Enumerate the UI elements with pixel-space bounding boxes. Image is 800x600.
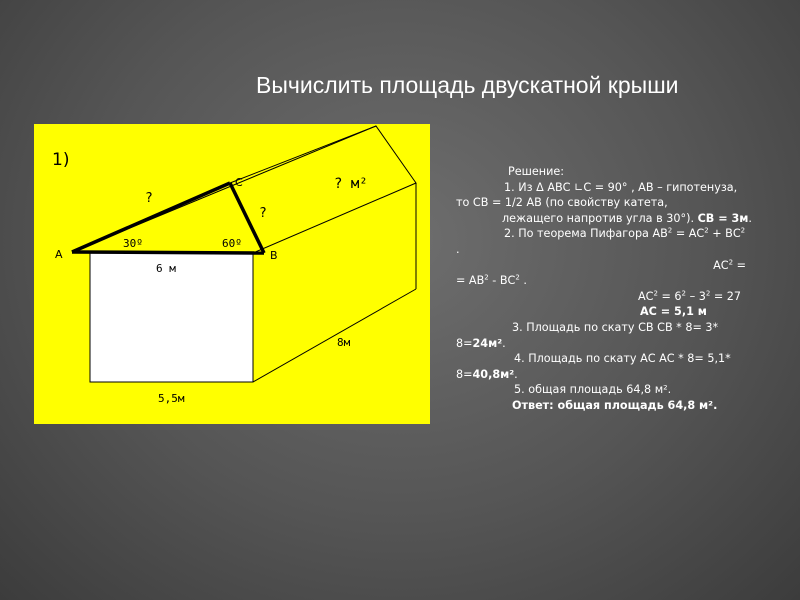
solution-step-2: 2. По теорема Пифагора $АВ^2 = АС^2 + ВС^2$ . bbox=[456, 226, 746, 256]
step-1-result: СВ = 3м bbox=[697, 211, 749, 225]
solution-step-4: 4. Площадь по скату АС АС * 8= 5,1* 8=40,8м². bbox=[456, 352, 731, 381]
solution-step-1 bbox=[456, 180, 752, 211]
step-2b-part-b: = АВ bbox=[456, 274, 485, 288]
unknown-ac-label: ? bbox=[145, 191, 153, 206]
solution-heading: Решение: bbox=[508, 165, 564, 178]
vertex-c-label: C bbox=[235, 176, 243, 189]
solution-step-2b-cont: = $АВ^2 - ВС^2$ . bbox=[456, 273, 527, 288]
step-2c-part-a: АС bbox=[638, 289, 654, 303]
vertex-a-label: A bbox=[55, 248, 63, 261]
step-1-cont-text: лежащего напротив угла в 30°). bbox=[502, 211, 694, 225]
answer-text: Ответ: общая площадь 64,8 м². bbox=[512, 398, 718, 412]
solution-step-2d bbox=[456, 304, 752, 320]
step-2c-part-c: – 3 bbox=[686, 289, 706, 303]
ridge-line bbox=[230, 126, 376, 183]
roof-diagram bbox=[34, 124, 430, 424]
bottom-depth-line bbox=[253, 289, 416, 382]
step-2b-part-a: АС bbox=[713, 258, 729, 272]
angle-a-label: 30º bbox=[123, 237, 143, 250]
step-4-result: 40,8м² bbox=[472, 367, 515, 381]
step-4-text: 4. Площадь по скату АС АС * 8= 5,1* 8= bbox=[456, 352, 731, 381]
solution-step-2c: $АС^2 = 6^2 - 3^2 = 27$ bbox=[638, 289, 742, 303]
dimension-top-label: 6 м bbox=[156, 262, 176, 275]
solution-step-5: 5. общая площадь 64,8 м². bbox=[514, 383, 672, 397]
step-2b-part-c: - ВС bbox=[488, 274, 516, 288]
solution-step-3: 3. Площадь по скату СВ СВ * 8= 3* 8=24м². bbox=[456, 320, 719, 350]
solution-text bbox=[456, 164, 752, 414]
slide-title: Вычислить площадь двускатной крыши bbox=[256, 72, 679, 98]
step-1-text: 1. Из Δ АВС ∟С = 90° , АВ – гипотенуза, то СВ = 1/2 АВ (по свойству катета, bbox=[456, 180, 738, 210]
unknown-area-label: ? м² bbox=[334, 176, 368, 192]
dimension-side-label: 8м bbox=[337, 336, 351, 349]
step-3-text: 3. Площадь по скату СВ СВ * 8= 3* 8= bbox=[456, 320, 719, 350]
solution-step-2b: $АС^2$ = bbox=[713, 257, 746, 272]
step-2-part-b: = АС bbox=[672, 227, 705, 241]
figure-number: 1) bbox=[52, 150, 70, 170]
step-2-part-a: 2. По теорема Пифагора АВ bbox=[504, 227, 668, 241]
step-2d-result: АС = 5,1 м bbox=[640, 305, 707, 319]
solution-step-1-cont: лежащего напротив угла в 30°). СВ = 3м. bbox=[502, 211, 752, 225]
unknown-cb-label: ? bbox=[259, 206, 267, 221]
vertex-b-label: B bbox=[270, 249, 278, 262]
solution-answer bbox=[456, 398, 752, 414]
step-2c-part-b: = 6 bbox=[657, 289, 682, 303]
segment-ab bbox=[72, 252, 264, 253]
step-3-result: 24м² bbox=[472, 336, 503, 350]
step-2-part-c: + ВС bbox=[708, 227, 741, 241]
step-2c-part-d: = 27 bbox=[710, 289, 742, 303]
dimension-bottom-label: 5,5м bbox=[158, 392, 185, 405]
roof-figure-panel bbox=[34, 124, 430, 424]
angle-b-label: 60º bbox=[222, 237, 242, 250]
